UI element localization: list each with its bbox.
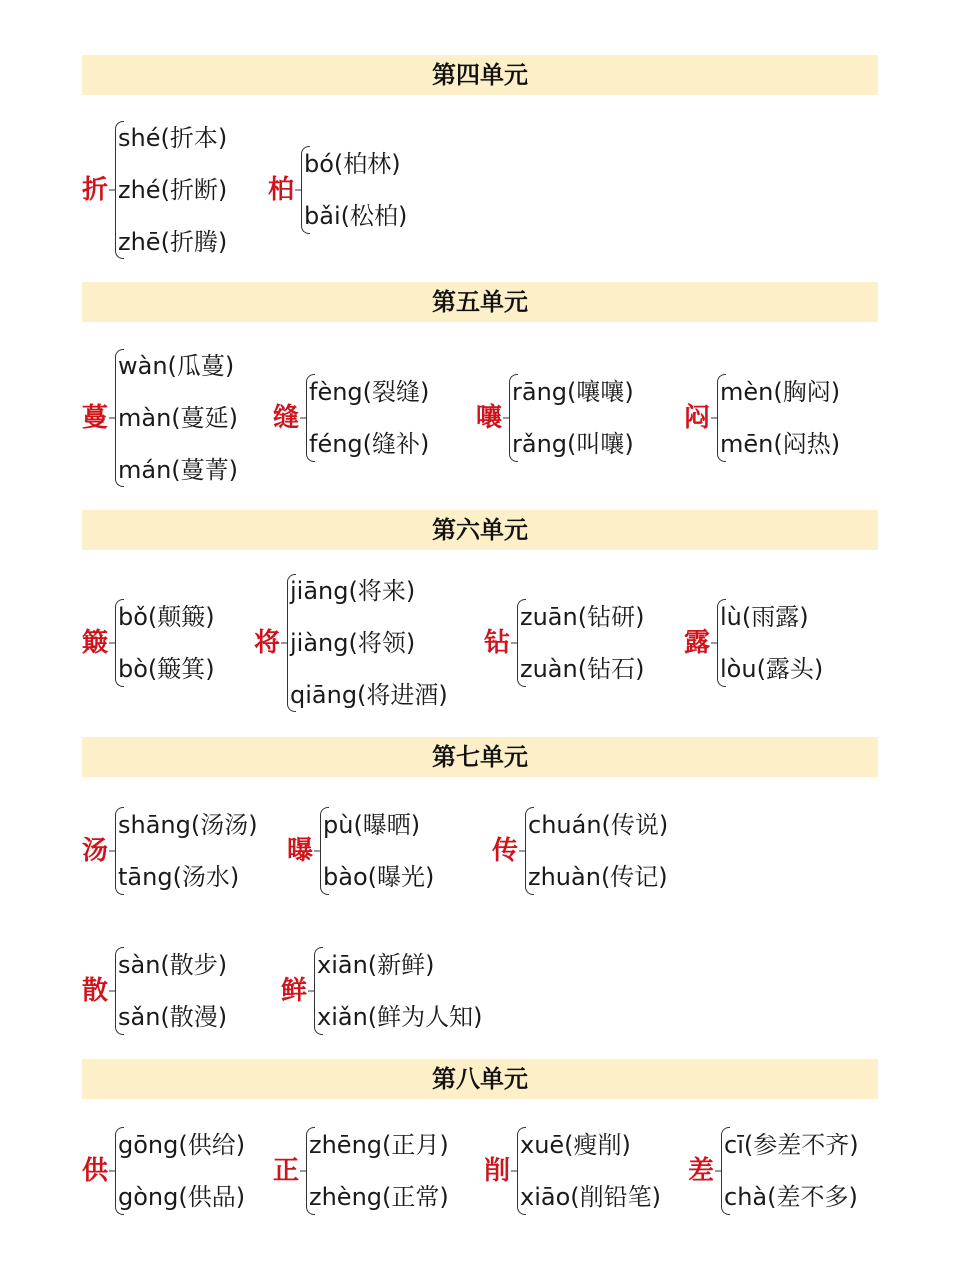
reading: shāng(汤汤): [118, 811, 258, 839]
polyphone-char: 正: [273, 1156, 300, 1186]
reading: bǎi(松柏): [304, 202, 408, 230]
reading: màn(蔓延): [118, 404, 239, 432]
polyphone-char: 柏: [268, 175, 295, 205]
reading: bào(曝光): [323, 863, 435, 891]
reading: mèn(胸闷): [720, 378, 841, 406]
reading: chà(差不多): [724, 1183, 858, 1211]
polyphone-char: 差: [688, 1156, 715, 1186]
unit-header-5: 第五单元: [82, 282, 878, 322]
reading: tāng(汤水): [118, 863, 240, 891]
unit-header-6: 第六单元: [82, 510, 878, 550]
reading: gòng(供品): [118, 1183, 246, 1211]
polyphone-char: 散: [82, 976, 109, 1006]
reading-list: [118, 340, 238, 496]
reading: shé(折本): [118, 124, 228, 152]
reading: fèng(裂缝): [309, 378, 430, 406]
polyphone-char: 将: [254, 628, 281, 658]
polyphone-char: 钻: [484, 628, 511, 658]
reading-list: [118, 112, 227, 268]
reading-list: [304, 138, 407, 242]
reading-list: [520, 591, 644, 695]
reading: xuē(瘦削): [520, 1131, 631, 1159]
reading-list: [720, 366, 840, 470]
polyphone-char: 嚷: [476, 403, 503, 433]
reading: bò(簸箕): [118, 655, 215, 683]
polyphone-char: 露: [684, 628, 711, 658]
reading: féng(缝补): [309, 430, 430, 458]
reading: sàn(散步): [118, 951, 228, 979]
reading: xiān(新鲜): [317, 951, 435, 979]
reading: gōng(供给): [118, 1131, 246, 1159]
reading: lù(雨露): [720, 603, 809, 631]
reading-list: [118, 591, 215, 695]
unit-header-4: 第四单元: [82, 55, 878, 95]
reading: mán(蔓菁): [118, 456, 239, 484]
polyphone-char: 削: [484, 1156, 511, 1186]
reading: xiāo(削铅笔): [520, 1183, 661, 1211]
reading: jiāng(将来): [290, 577, 416, 605]
reading: zuàn(钻石): [520, 655, 645, 683]
reading: zhuàn(传记): [528, 863, 668, 891]
reading-list: [512, 366, 634, 470]
reading: zhē(折腾): [118, 228, 228, 256]
reading: rāng(嚷嚷): [512, 378, 634, 406]
reading-list: [317, 939, 483, 1043]
reading-list: [528, 799, 668, 903]
unit-header-8: 第八单元: [82, 1059, 878, 1099]
reading-list: [118, 1119, 245, 1223]
reading: zhēng(正月): [309, 1131, 449, 1159]
polyphone-char: 传: [492, 836, 519, 866]
reading: zuān(钻研): [520, 603, 645, 631]
reading: mēn(闷热): [720, 430, 841, 458]
reading-list: [290, 565, 448, 721]
reading-list: [118, 939, 227, 1043]
polyphone-char: 鲜: [281, 976, 308, 1006]
polyphone-char: 曝: [287, 836, 314, 866]
reading: sǎn(散漫): [118, 1003, 228, 1031]
reading: bǒ(颠簸): [118, 603, 215, 631]
unit-header-7: 第七单元: [82, 737, 878, 777]
reading: zhé(折断): [118, 176, 228, 204]
polyphone-char: 闷: [684, 403, 711, 433]
reading: lòu(露头): [720, 655, 824, 683]
reading-list: [323, 799, 434, 903]
reading: rǎng(叫嚷): [512, 430, 634, 458]
reading-list: [520, 1119, 661, 1223]
reading: cī(参差不齐): [724, 1131, 859, 1159]
reading-list: [720, 591, 823, 695]
polyphone-char: 簸: [82, 628, 109, 658]
reading-list: [724, 1119, 859, 1223]
reading: qiāng(将进酒): [290, 681, 448, 709]
reading: zhèng(正常): [309, 1183, 449, 1211]
reading: chuán(传说): [528, 811, 669, 839]
polyphone-char: 汤: [82, 836, 109, 866]
reading-list: [118, 799, 258, 903]
reading: pù(曝晒): [323, 811, 421, 839]
polyphone-char: 蔓: [82, 403, 109, 433]
reading: xiǎn(鲜为人知): [317, 1003, 483, 1031]
reading: bó(柏林): [304, 150, 401, 178]
reading-list: [309, 1119, 449, 1223]
reading: jiàng(将领): [290, 629, 416, 657]
polyphone-char: 缝: [273, 403, 300, 433]
polyphone-char: 折: [82, 175, 109, 205]
reading-list: [309, 366, 429, 470]
reading: wàn(瓜蔓): [118, 352, 235, 380]
polyphone-char: 供: [82, 1156, 109, 1186]
